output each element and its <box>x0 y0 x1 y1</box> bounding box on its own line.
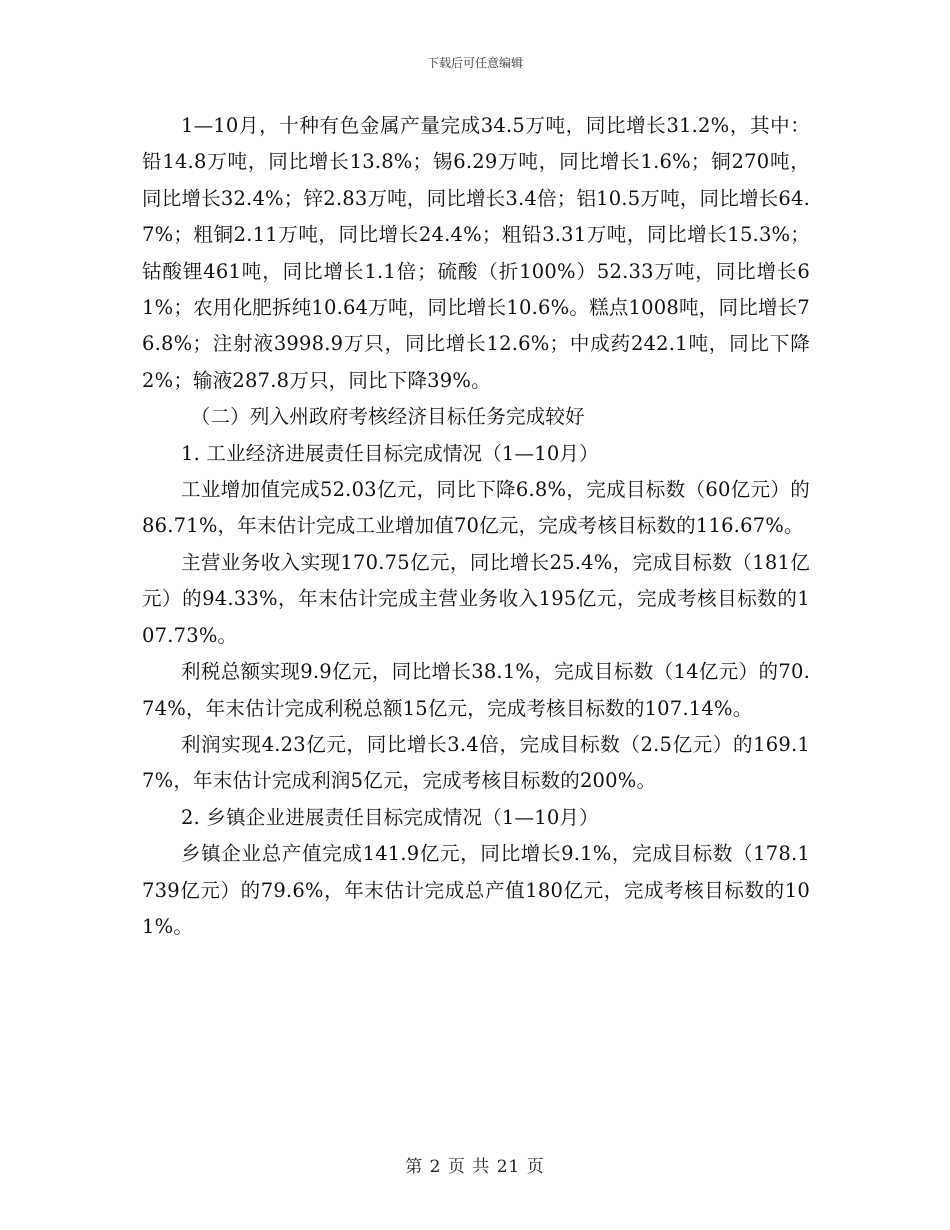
paragraph-profit: 利润实现4.23亿元，同比增长3.4倍，完成目标数（2.5亿元）的169.17%，年末估计完成利润5亿元，完成考核目标数的200%。 <box>142 732 810 793</box>
subheading-township-enterprises: 2. 乡镇企业进展责任目标完成情况（1—10月） <box>181 805 599 829</box>
page-number-footer: 第 2 页 共 21 页 <box>405 1157 545 1177</box>
page-header-note: 下载后可任意编辑 <box>426 56 523 70</box>
paragraph-profit-tax: 利税总额实现9.9亿元，同比增长38.1%，完成目标数（14亿元）的70.74%，年末估计完成利税总额15亿元，完成考核目标数的107.14%。 <box>142 660 810 720</box>
paragraph-township-output: 乡镇企业总产值完成141.9亿元，同比增长9.1%，完成目标数（178.1739亿元）的79.6%，年末估计完成总产值180亿元，完成考核目标数的101%。 <box>142 842 810 938</box>
paragraph-main-business-revenue: 主营业务收入实现170.75亿元，同比增长25.4%，完成目标数（181亿元）的94.33%，年末估计完成主营业务收入195亿元，完成考核目标数的107.73%。 <box>142 550 810 647</box>
paragraph-nonferrous-output: 1—10月，十种有色金属产量完成34.5万吨，同比增长31.2%，其中：铅14.8万吨，同比增长13.8%；锡6.29万吨，同比增长1.6%；铜270吨，同比增长32.4%；锌2.83万吨，同比增长3.4倍；铝10.5万吨，同比增长64.7%；粗铜2.11万吨，同比增长24.4%；粗铅3.31万吨，同比增长15.3%；钴酸锂461吨，同比增长1.1倍；硫酸（折100%）52.33万吨，同比增长61%；农用化肥拆纯10.64万吨，同比增长10.6%。糕点1008吨，同比增长76.8%；注射液3998.9万只，同比增长12.6%；中成药242.1吨，同比下降2%；输液287.8万只，同比下降39%。 <box>142 114 810 392</box>
section-heading-targets: （二）列入州政府考核经济目标任务完成较好 <box>190 405 585 429</box>
paragraph-industrial-value-added: 工业增加值完成52.03亿元，同比下降6.8%，完成目标数（60亿元）的86.71%，年末估计完成工业增加值70亿元，完成考核目标数的116.67%。 <box>142 478 810 538</box>
document-body <box>142 108 810 945</box>
subheading-industrial-economy: 1. 工业经济进展责任目标完成情况（1—10月） <box>181 441 599 465</box>
